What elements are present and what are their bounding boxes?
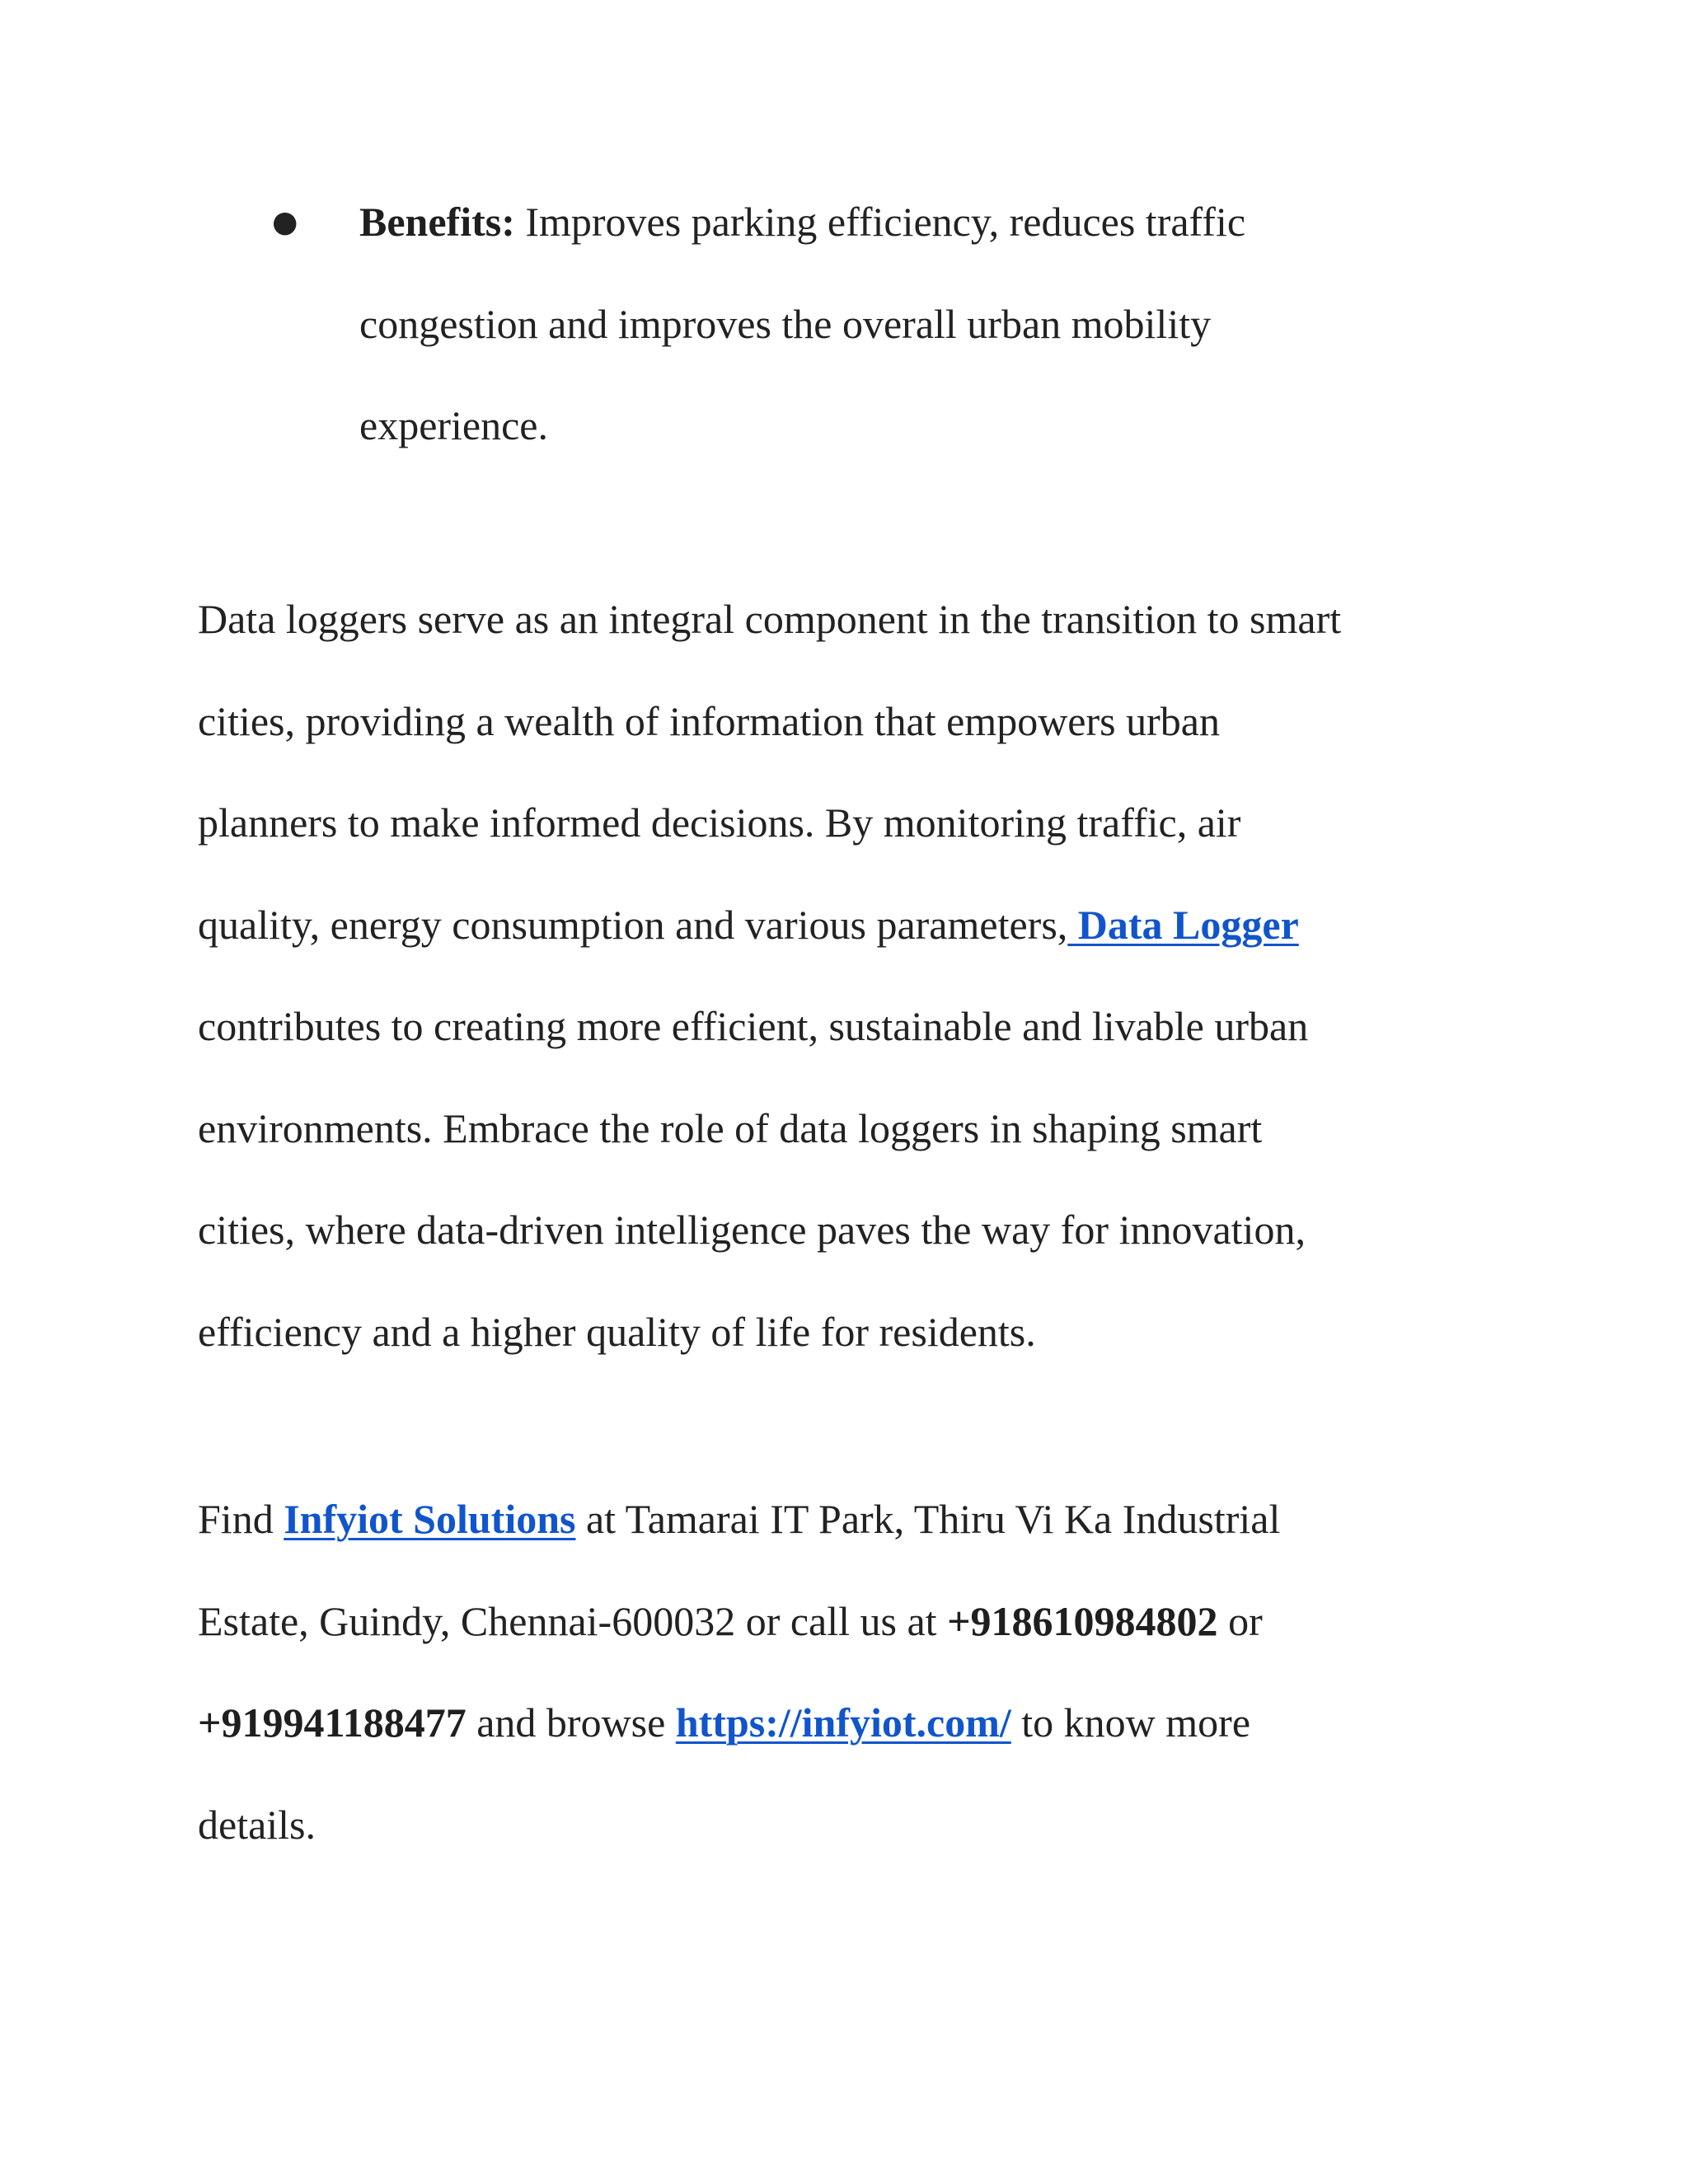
paragraph2-line-2 [198,1571,1500,1673]
bullet-line-3: experience. [359,402,549,448]
paragraph1-line-4 [198,874,1500,977]
or-text: or [1217,1597,1263,1644]
contact-paragraph [198,1469,1500,1876]
address-line-1: at Tamarai IT Park, Thiru Vi Ka Industrial [575,1496,1281,1542]
phone-number-2: +919941188477 [198,1699,467,1746]
benefits-bullet-item [272,171,1507,477]
paragraph1-line-3: planners to make informed decisions. By monitoring traffic, air [198,799,1241,846]
bullet-text [312,171,1507,477]
paragraph1-line-5: contributes to creating more efficient, sustainable and livable urban [198,1003,1309,1049]
paragraph1-line-6: environments. Embrace the role of data loggers in shaping smart [198,1104,1263,1151]
bullet-line-1-text: Improves parking efficiency, reduces traffic [514,199,1246,245]
paragraph1-line-8: efficiency and a higher quality of life for residents. [198,1308,1036,1355]
bullet-line-2: congestion and improves the overall urban mobility [359,300,1212,347]
browse-text: and browse [466,1699,676,1746]
paragraph2-line-4: details. [198,1801,316,1848]
paragraph2-line-3 [198,1672,1500,1774]
benefits-label: Benefits: [359,199,515,245]
paragraph1-line-1: Data loggers serve as an integral component in the transition to smart [198,596,1342,642]
find-text: Find [198,1496,284,1542]
bullet-line-1 [359,171,1507,274]
paragraph1-line-2: cities, providing a wealth of information that empowers urban [198,697,1220,744]
paragraph1-line-4-text: quality, energy consumption and various parameters, [198,901,1068,948]
data-logger-link[interactable]: Data Logger [1067,901,1299,948]
infyiot-solutions-link[interactable]: Infyiot Solutions [284,1496,576,1542]
data-loggers-paragraph [198,569,1500,1383]
phone-number-1: +918610984802 [947,1597,1218,1644]
tail-text: to know more [1010,1699,1251,1746]
paragraph2-line-1 [198,1469,1500,1571]
website-url-link[interactable]: https://infyiot.com/ [675,1699,1011,1746]
paragraph1-line-7: cities, where data-driven intelligence paves the way for innovation, [198,1207,1306,1253]
address-line-2: Estate, Guindy, Chennai-600032 or call us at [198,1597,948,1644]
bullet-marker: ● [272,205,298,239]
